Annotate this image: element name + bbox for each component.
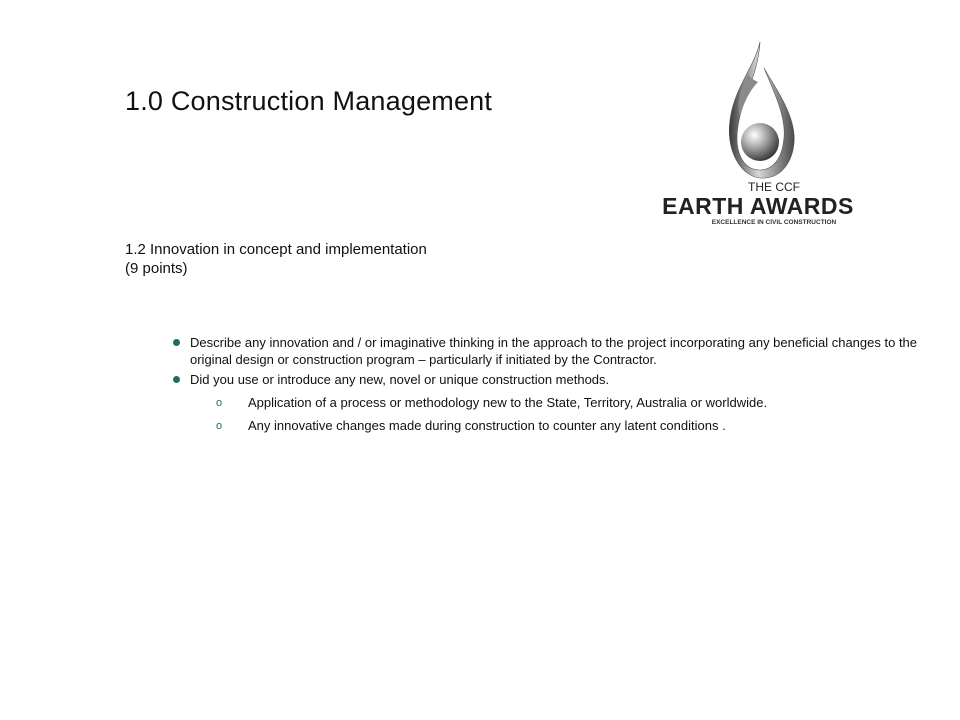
earth-awards-logo <box>636 38 880 230</box>
sub-bullet-text: Application of a process or methodology new to the State, Territory, Australia or worldwide. <box>248 395 768 410</box>
bullet-item <box>172 371 932 388</box>
bullet-item <box>172 334 932 368</box>
section-heading-line2: (9 points) <box>125 260 188 277</box>
bullet-dot-icon <box>173 339 180 346</box>
bullet-text: Describe any innovation and / or imaginative thinking in the approach to the project incorporating any beneficial changes to the original design or construction program – particularly if initiated by the Contractor. <box>190 335 918 367</box>
sub-bullet-item <box>0 394 932 411</box>
sub-bullet-item <box>0 417 932 434</box>
section-heading-line1: 1.2 Innovation in concept and implementation <box>125 241 427 258</box>
bullet-dot-icon <box>173 376 180 383</box>
logo-line2: EARTH AWARDS <box>662 193 854 219</box>
sub-bullet-marker-icon: o <box>216 420 223 432</box>
bullet-text: Did you use or introduce any new, novel or unique construction methods. <box>190 372 610 387</box>
earth-awards-logo-graphic <box>636 38 880 230</box>
logo-line1: THE CCF <box>748 180 800 194</box>
section-heading <box>125 240 605 278</box>
sub-bullet-text: Any innovative changes made during construction to counter any latent conditions . <box>248 418 726 433</box>
bullet-list <box>172 334 932 438</box>
logo-line3: EXCELLENCE IN CIVIL CONSTRUCTION <box>711 219 837 226</box>
slide-title: 1.0 Construction Management <box>125 86 493 116</box>
sub-bullet-marker-icon: o <box>216 397 223 409</box>
